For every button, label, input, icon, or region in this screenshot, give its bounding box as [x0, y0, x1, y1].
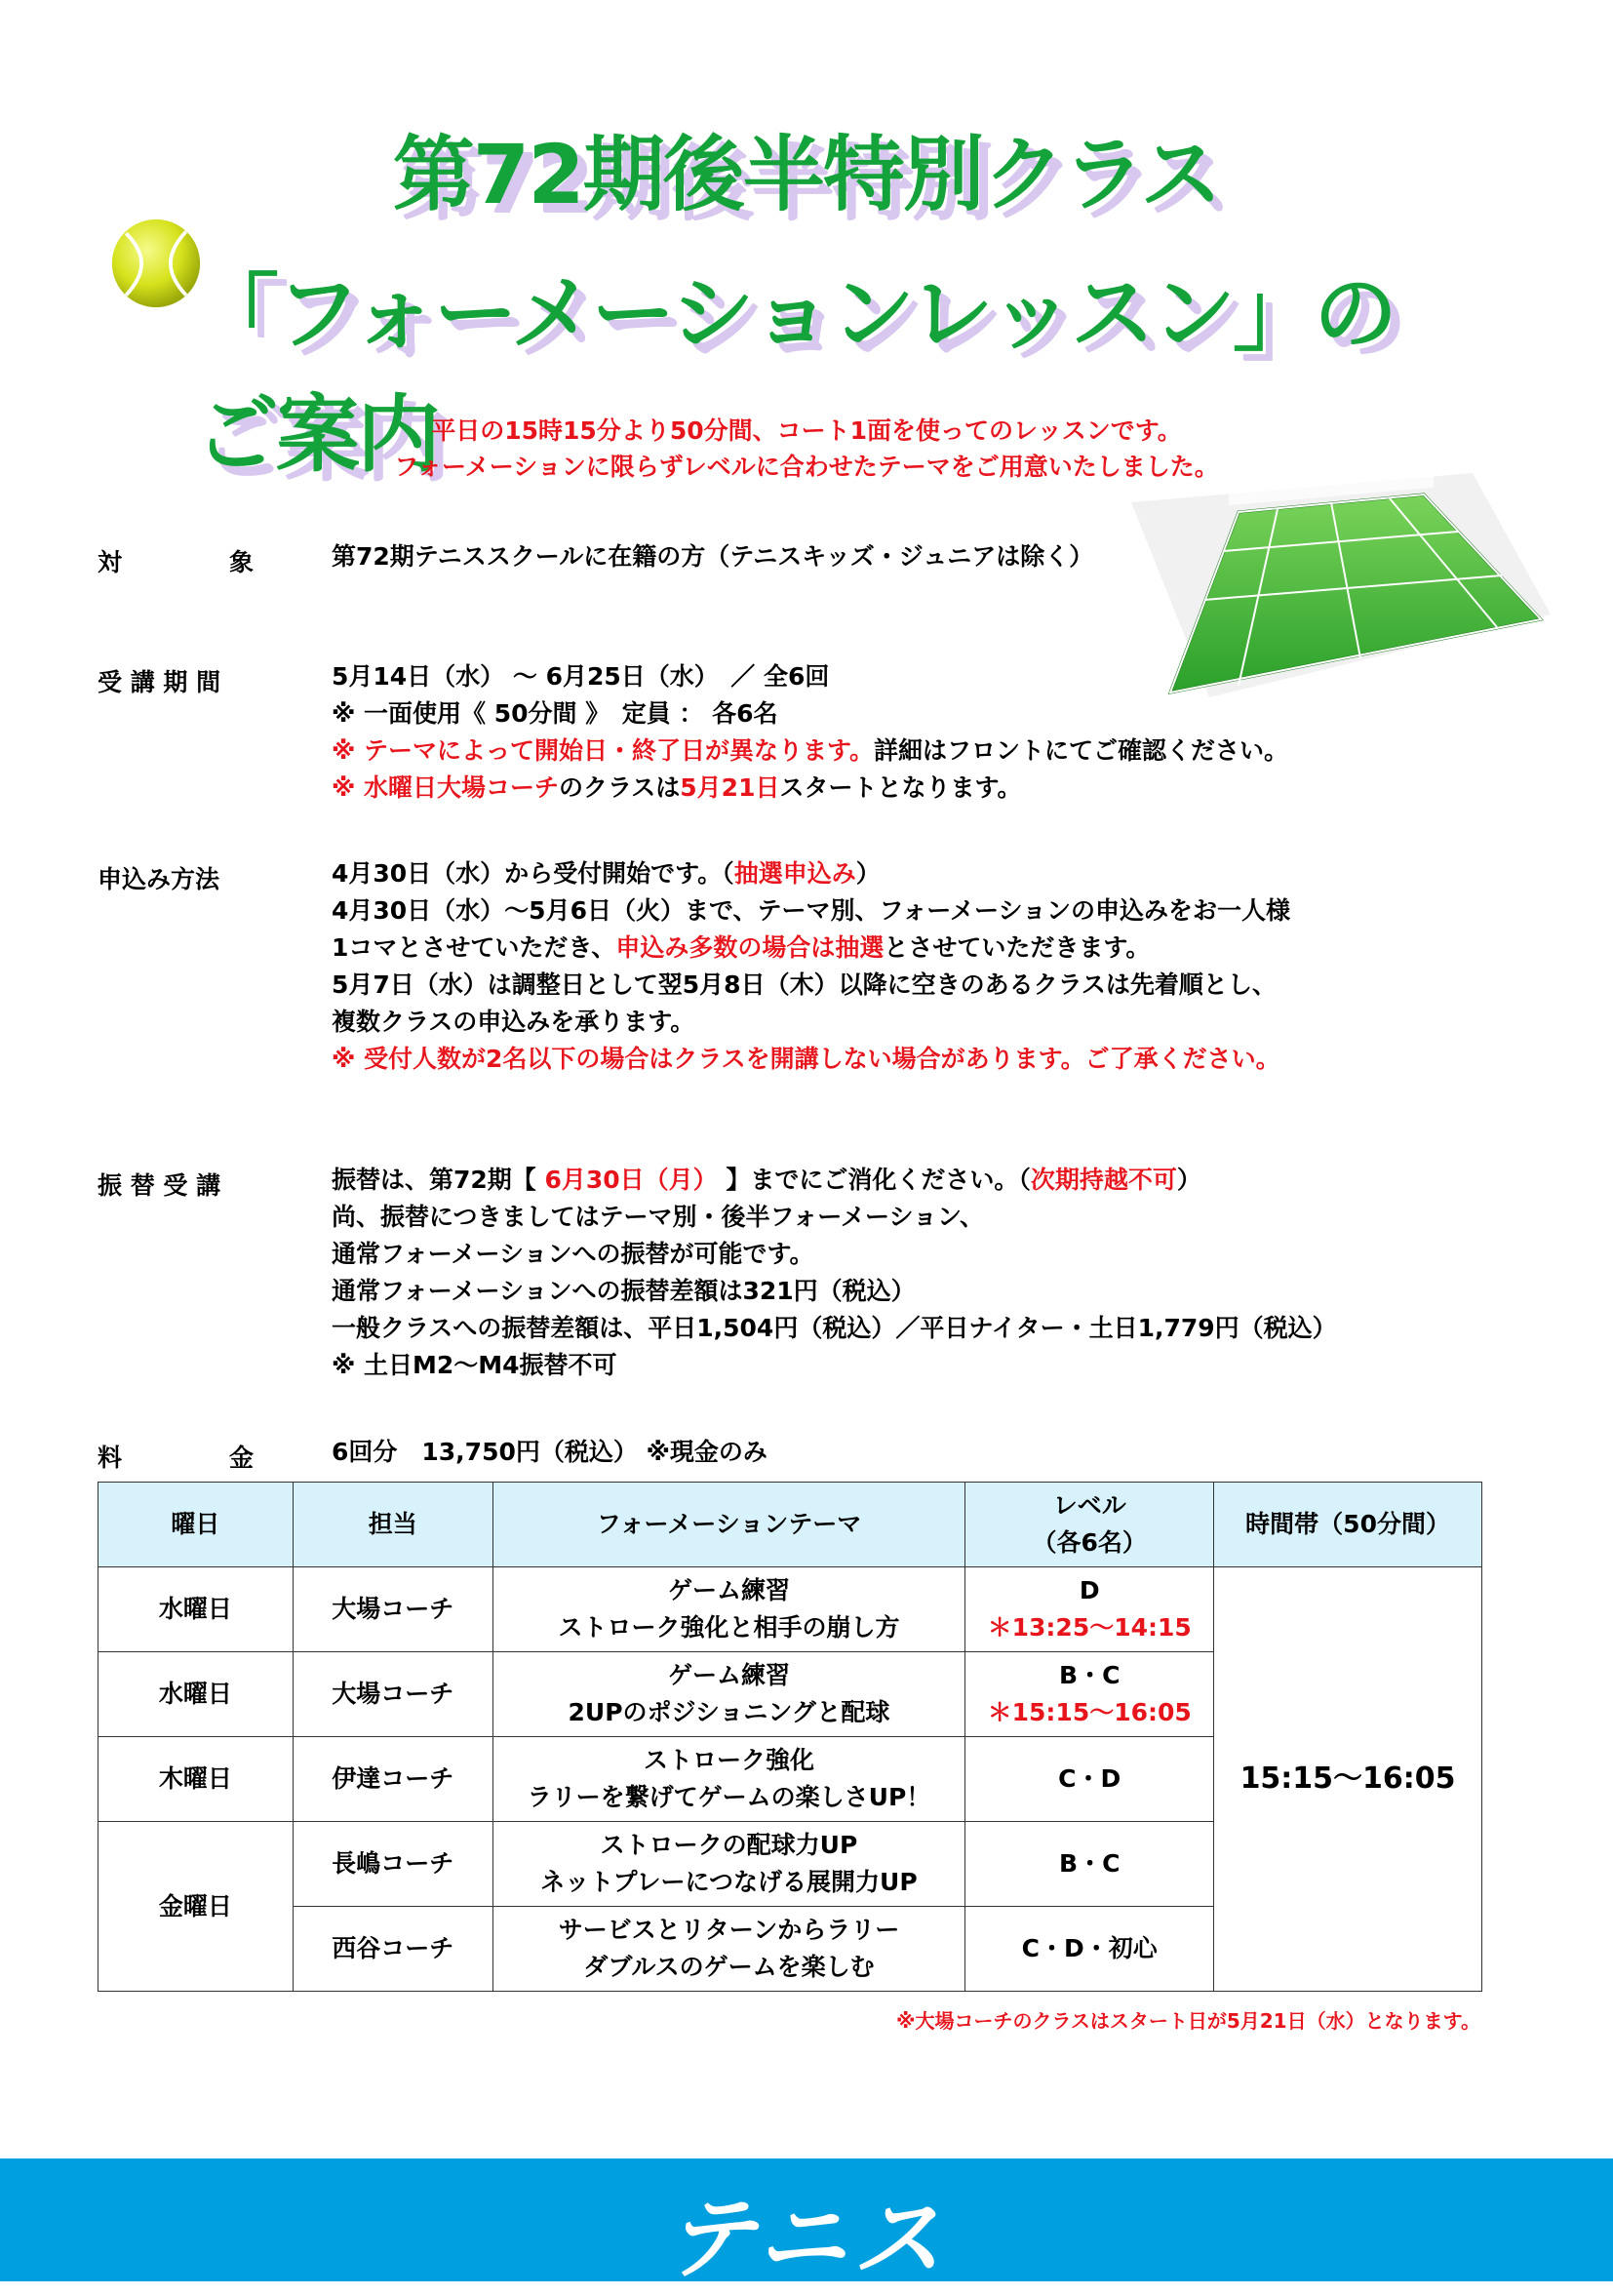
makeup-label: 振 替 受 講: [98, 1171, 221, 1200]
makeup-section: 振替は、第72期【 6月30日（月） 】までにご消化ください。（次期持越不可） 尚、振替につきましてはテーマ別・後半フォーメーション、 通常フォーメーションへの振替が可能です。 通常フォーメーションへの振替差額は321円（税込） 一般クラスへの振替差額は、平日1,504円（税込）／平日ナイター・土日1,779円（税込） ※ 土日M2～M4振替不可: [332, 1166, 1337, 1379]
table-row: 西谷コーチ サービスとリターンからラリー ダブルスのゲームを楽しむ C・D・初心: [98, 1907, 1482, 1992]
table-row: 金曜日 長嶋コーチ ストロークの配球力UP ネットプレーにつなげる展開力UP B・C: [98, 1822, 1482, 1907]
intro-line-1: 平日の15時15分より50分間、コート1面を使ってのレッスンです。: [431, 416, 1182, 445]
table-row: 木曜日 伊達コーチ ストローク強化 ラリーを繋げてゲームの楽しさUP！ C・D: [98, 1737, 1482, 1822]
header-day: 曜日: [98, 1483, 294, 1567]
tennis-ball-icon: [109, 217, 203, 310]
table-footnote: ※大場コーチのクラスはスタート日が5月21日（水）となります。: [896, 2009, 1480, 2033]
table-header-row: [98, 1483, 1482, 1567]
schedule-table: [98, 1482, 1482, 1992]
page-subtitle: 「フォーメーションレッスン」のご案内: [195, 265, 1395, 484]
target-text: 第72期テニススクールに在籍の方（テニスキッズ・ジュニアは除く）: [332, 542, 1094, 571]
table-row: 水曜日 大場コーチ ゲーム練習 ストローク強化と相手の崩し方 D ＊13:25～14:15 15:15～16:05: [98, 1567, 1482, 1652]
period-section: 5月14日（水） ～ 6月25日（水） ／ 全6回 ※ 一面使用《 50分間 》 定員 ： 各6名 ※ テーマによって開始日・終了日が異なります。詳細はフロントにてご確認ください。 ※ 水曜日大場コーチのクラスは5月21日スタートとなります。: [332, 662, 1289, 802]
apply-label: 申込み方法: [98, 865, 220, 893]
header-coach: 担当: [293, 1483, 492, 1567]
intro-line-2: フォーメーションに限らずレベルに合わせたテーマをご用意いたしました。: [394, 453, 1219, 481]
common-time-cell: 15:15～16:05: [1214, 1567, 1482, 1992]
header-level: レベル （各6名）: [965, 1483, 1214, 1567]
header-theme: フォーメーションテーマ: [492, 1483, 965, 1567]
fee-text: 6回分 13,750円（税込） ※現金のみ: [332, 1438, 767, 1466]
fee-label: 料 金: [98, 1444, 254, 1472]
page-title: 第72期後半特別クラス: [392, 127, 1221, 222]
header-time: 時間帯（50分間）: [1214, 1483, 1482, 1567]
footer-brand: テニス: [664, 2187, 949, 2291]
apply-section: 4月30日（水）から受付開始です。（抽選申込み） 4月30日（水）～5月6日（火）まで、テーマ別、フォーメーションの申込みをお一人様 1コマとさせていただき、申込み多数の場合は抽選とさせていただきます。 5月7日（水）は調整日として翌5月8日（木）以降に空きのあるクラスは先着順とし、 複数クラスの申込みを承ります。 ※ 受付人数が2名以下の場合はクラスを開講しない場合があります。ご了承ください。: [332, 859, 1290, 1073]
period-label: 受 講 期 間: [98, 668, 221, 696]
target-label: 対 象: [98, 548, 254, 576]
table-row: 水曜日 大場コーチ ゲーム練習 2UPのポジショニングと配球 B・C ＊15:15～16:05: [98, 1652, 1482, 1737]
